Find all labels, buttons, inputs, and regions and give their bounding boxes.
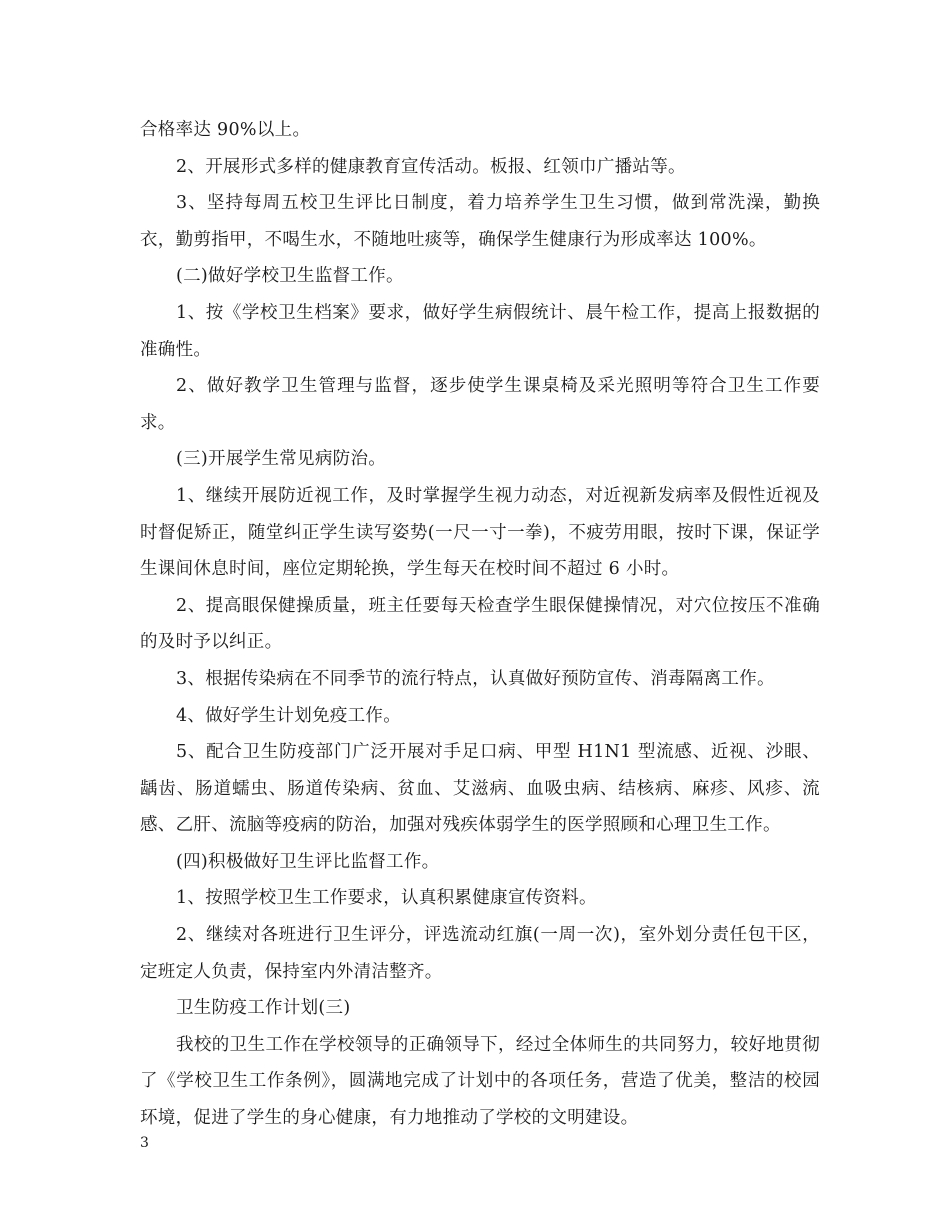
paragraph: 4、做好学生计划免疫工作。 xyxy=(176,705,402,726)
paragraph: 合格率达 90%以上。 xyxy=(140,120,311,140)
paragraph: 3、坚持每周五校卫生评比日制度，着力培养学生卫生习惯，做到常洗澡，勤换衣，勤剪指甲，不喝生水，不随地吐痰等，确保学生健康行为形成率达 100%。 xyxy=(140,193,820,250)
paragraph: 1、按《学校卫生档案》要求，做好学生病假统计、晨午检工作，提高上报数据的准确性。 xyxy=(140,302,820,360)
paragraph: 2、开展形式多样的健康教育宣传活动。板报、红领巾广播站等。 xyxy=(176,156,686,177)
page-number: 3 xyxy=(140,1135,149,1151)
paragraph: 5、配合卫生防疫部门广泛开展对手足口病、甲型 H1N1 型流感、近视、沙眼、龋齿、肠道蠕虫、肠道传染病、贫血、艾滋病、血吸虫病、结核病、麻疹、风疹、流感、乙肝、流脑等疫病的防治，加强对残疾体弱学生的医学照顾和心理卫生工作。 xyxy=(140,742,820,836)
paragraph: 1、按照学校卫生工作要求，认真积累健康宣传资料。 xyxy=(176,888,597,909)
paragraph: 2、做好教学卫生管理与监督，逐步使学生课桌椅及采光照明等符合卫生工作要求。 xyxy=(140,376,820,433)
section-heading: 卫生防疫工作计划(三) xyxy=(176,998,351,1019)
body-text xyxy=(140,112,820,1137)
section-heading: (二)做好学校卫生监督工作。 xyxy=(176,266,404,287)
paragraph: 我校的卫生工作在学校领导的正确领导下，经过全体师生的共同努力，较好地贯彻了《学校卫生工作条例》，圆满地完成了计划中的各项任务，营造了优美，整洁的校园环境，促进了学生的身心健康，有力地推动了学校的文明建设。 xyxy=(140,1034,820,1129)
paragraph: 2、继续对各班进行卫生评分，评选流动红旗(一周一次)，室外划分责任包干区，定班定人负责，保持室内外清洁整齐。 xyxy=(140,925,820,982)
paragraph: 3、根据传染病在不同季节的流行特点，认真做好预防宣传、消毒隔离工作。 xyxy=(176,668,775,689)
paragraph: 1、继续开展防近视工作，及时掌握学生视力动态，对近视新发病率及假性近视及时督促矫正，随堂纠正学生读写姿势(一尺一寸一拳)，不疲劳用眼，按时下课，保证学生课间休息时间，座位定期轮换，学生每天在校时间不超过 6 小时。 xyxy=(140,485,820,580)
paragraph: 2、提高眼保健操质量，班主任要每天检查学生眼保健操情况，对穴位按压不准确的及时予以纠正。 xyxy=(140,595,820,653)
section-heading: (四)积极做好卫生评比监督工作。 xyxy=(176,851,440,872)
section-heading: (三)开展学生常见病防治。 xyxy=(176,449,387,470)
